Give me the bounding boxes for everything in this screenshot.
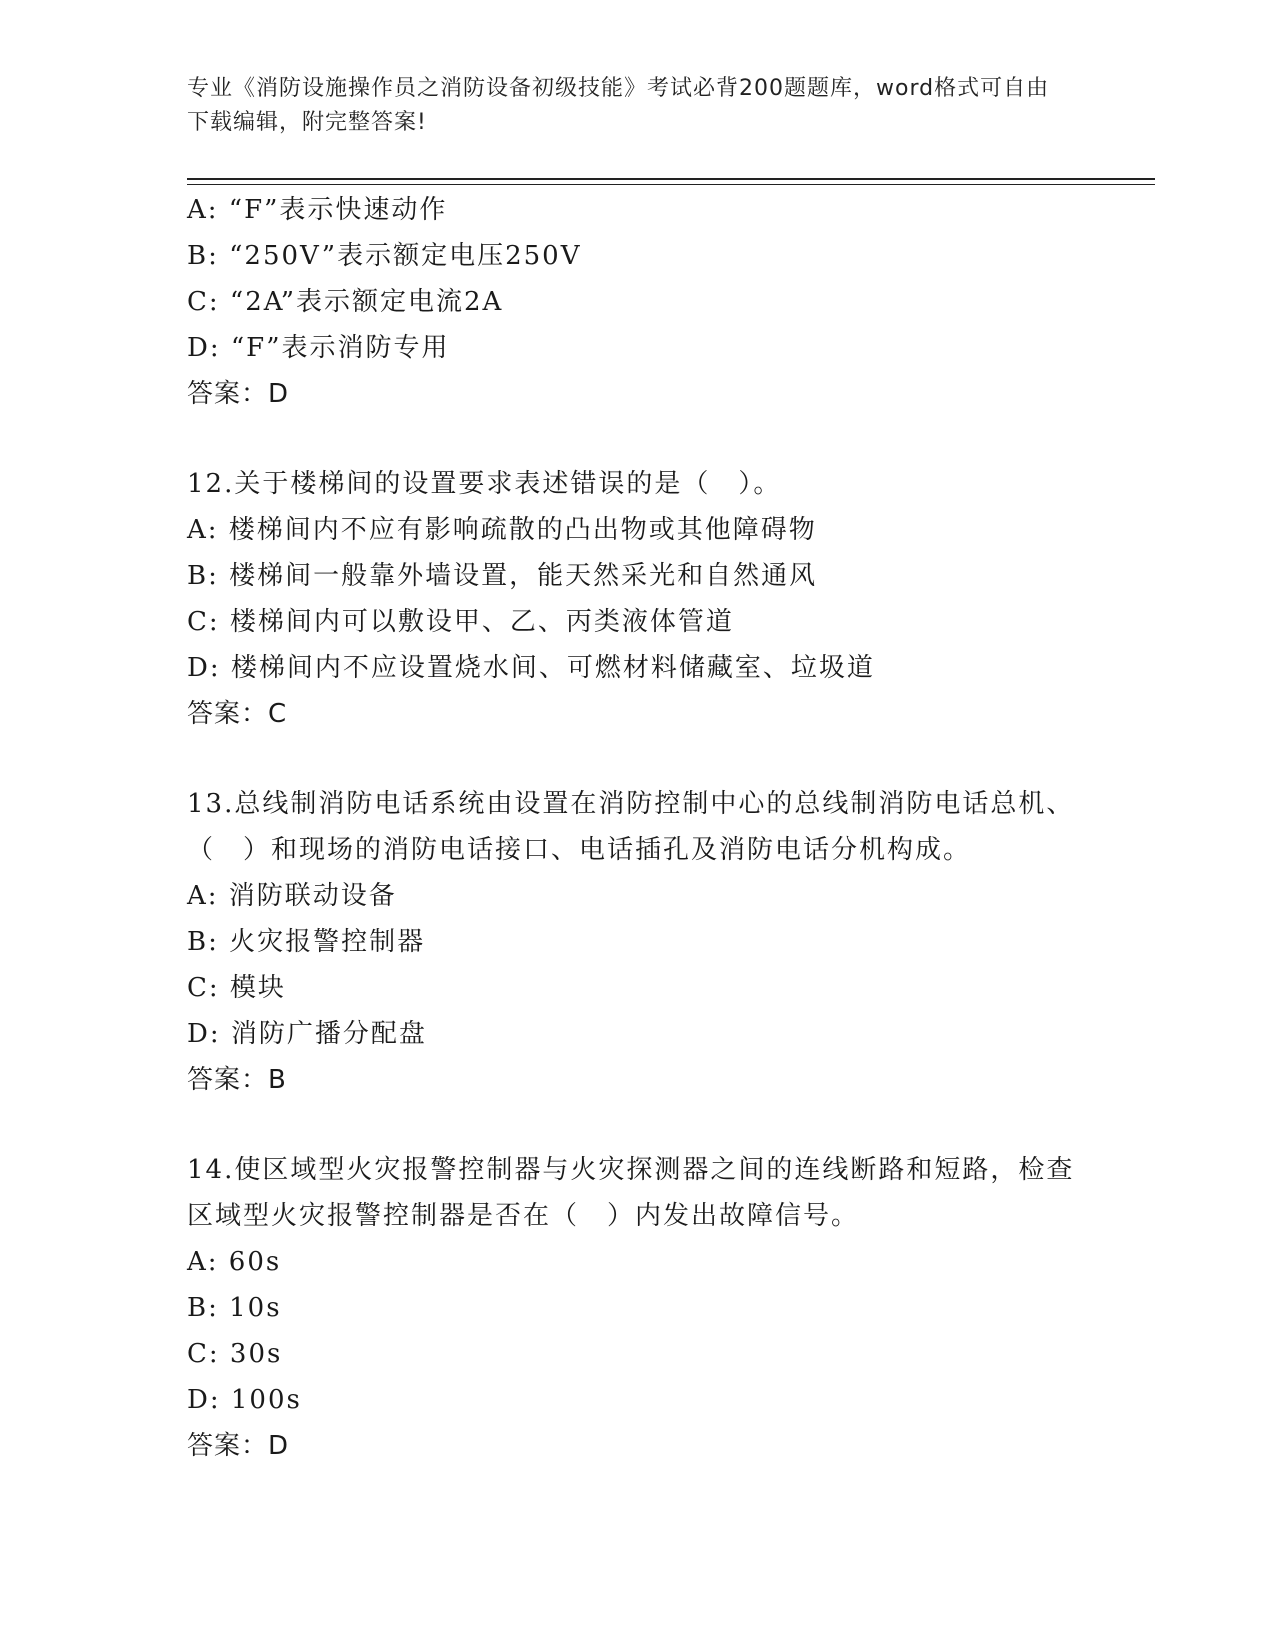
question-block-13 — [187, 781, 1087, 1103]
header-divider-thin — [187, 184, 1155, 185]
answer-line: 答案：C — [187, 699, 288, 729]
question-stem: 14.使区域型火灾报警控制器与火灾探测器之间的连线断路和短路，检查区域型火灾报警控制器是否在（ ）内发出故障信号。 — [187, 1155, 1075, 1231]
option-c: C: 30s — [187, 1339, 283, 1369]
option-c: C: 楼梯间内可以敷设甲、乙、丙类液体管道 — [187, 607, 734, 637]
option-d: D: 100s — [187, 1385, 302, 1415]
option-a: A: 消防联动设备 — [187, 881, 397, 911]
block-spacer — [187, 417, 1087, 461]
question-stem: 12.关于楼梯间的设置要求表述错误的是（ ）。 — [187, 469, 782, 499]
answer-line: 答案：B — [187, 1065, 287, 1095]
document-header: 专业《消防设施操作员之消防设备初级技能》考试必背200题题库，word格式可自由下载编辑，附完整答案! — [187, 76, 1050, 135]
block-spacer — [187, 1103, 1087, 1147]
question-block-12 — [187, 461, 1087, 737]
option-a: A: 楼梯间内不应有影响疏散的凸出物或其他障碍物 — [187, 515, 817, 545]
option-a: A: 60s — [187, 1247, 282, 1277]
answer-line: 答案：D — [187, 1431, 290, 1461]
question-stem: 13.总线制消防电话系统由设置在消防控制中心的总线制消防电话总机、（ ）和现场的消防电话接口、电话插孔及消防电话分机构成。 — [187, 789, 1075, 865]
option-b: B: 10s — [187, 1293, 282, 1323]
header-divider-thick — [187, 178, 1155, 180]
option-b: B: “250V”表示额定电压250V — [187, 241, 582, 271]
option-b: B: 火灾报警控制器 — [187, 927, 426, 957]
option-c: C: “2A”表示额定电流2A — [187, 287, 504, 317]
option-c: C: 模块 — [187, 973, 286, 1003]
option-d: D: 消防广播分配盘 — [187, 1019, 427, 1049]
question-block-14 — [187, 1147, 1087, 1469]
block-spacer — [187, 737, 1087, 781]
option-d: D: “F”表示消防专用 — [187, 333, 450, 363]
answer-line: 答案：D — [187, 379, 290, 409]
option-d: D: 楼梯间内不应设置烧水间、可燃材料储藏室、垃圾道 — [187, 653, 875, 683]
question-list — [187, 187, 1087, 1469]
option-a: A: “F”表示快速动作 — [187, 195, 448, 225]
question-block-11 — [187, 187, 1087, 417]
option-b: B: 楼梯间一般靠外墙设置，能天然采光和自然通风 — [187, 561, 818, 591]
